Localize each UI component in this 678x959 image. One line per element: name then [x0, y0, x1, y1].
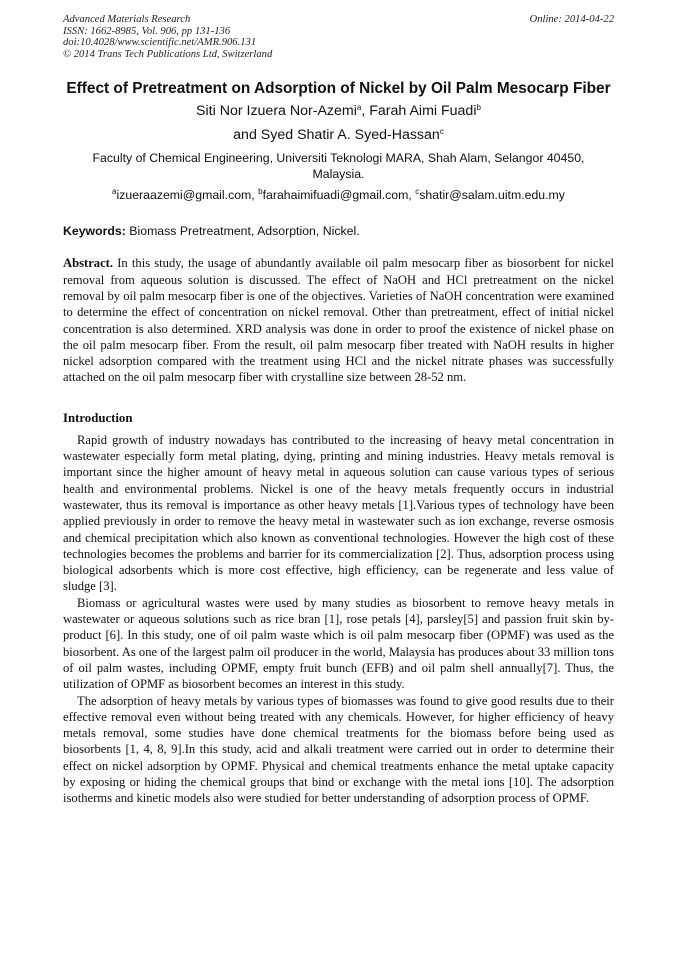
- copyright-line: © 2014 Trans Tech Publications Ltd, Switzerland: [63, 48, 273, 60]
- introduction-body: [63, 432, 614, 807]
- author-name: Siti Nor Izuera Nor-Azemi: [196, 103, 357, 120]
- paragraph: The adsorption of heavy metals by various types of biomasses was found to give good results due to their effective removal even without being treated with any chemicals. However, for higher efficiency of heavy metals removal, some studies have done chemical treatments for the biomass before being used as biosorbents [1, 4, 8, 9].In this study, acid and alkali treatment were carried out in order to determine their effect on nickel adsorption by OPMF. Physical and chemical treatments enhance the metal uptake capacity by exposing or hiding the chemical groups that bind or exchange with the metal ions [10]. The adsorption isotherms and kinetic models also were studied for better understanding of adsorption process of OPMF.: [63, 693, 614, 806]
- keywords: [63, 223, 614, 239]
- author-affil-marker: b: [476, 103, 481, 113]
- email-separator: ,: [408, 188, 416, 203]
- author-name: Farah Aimi Fuadi: [369, 103, 477, 120]
- authors-line-2: [63, 123, 614, 147]
- email-marker: c: [415, 187, 420, 197]
- section-heading-introduction: Introduction: [63, 410, 133, 425]
- author-name: Syed Shatir A. Syed-Hassan: [260, 127, 440, 144]
- authors-line-1: [63, 99, 614, 123]
- abstract: [63, 255, 614, 385]
- email-marker: b: [258, 187, 263, 197]
- issn-line: ISSN: 1662-8985, Vol. 906, pp 131-136: [63, 25, 231, 37]
- email-separator: ,: [251, 188, 259, 203]
- author-affil-marker: a: [356, 103, 362, 113]
- author-separator: ,: [361, 103, 370, 120]
- affiliation: Faculty of Chemical Engineering, Universiti Teknologi MARA, Shah Alam, Selangor 40450, Malaysia.: [92, 151, 585, 182]
- paper-page: [63, 14, 614, 807]
- author-affil-marker: c: [439, 127, 444, 137]
- paragraph: Rapid growth of industry nowadays has contributed to the increasing of heavy metal concentration in wastewater especially form metal plating, dying, printing and mining industries. Heavy metals removal is important since the higher amount of heavy metal in aqueous solution can cause various types of serious health and environmental problems. Nickel is one of the heavy metals frequently occurs in industrial wastewater, thus its removal is importance as other heavy metals [1].Various types of technology have been applied previously in order to remove the heavy metal in wastewater such as ion exchange, reverse osmosis and chemical precipitation which also known as conventional technologies. However the high cost of these technologies becomes the problems and barrier for its commercialization [2]. Thus, adsorption process using biological adsorbents which is more cost effective, high efficiency, can be regenerate and less value of sludge [3].: [63, 432, 614, 594]
- email-link[interactable]: shatir@salam.uitm.edu.my: [419, 188, 565, 203]
- email-marker: a: [112, 187, 117, 197]
- abstract-label: Abstract.: [63, 256, 114, 271]
- doi-line: doi:10.4028/www.scientific.net/AMR.906.131: [63, 37, 257, 49]
- author-list: [63, 99, 614, 147]
- keywords-label: Keywords:: [63, 224, 126, 239]
- email-link[interactable]: farahaimifuadi@gmail.com: [262, 188, 409, 203]
- author-conjunction: and: [233, 127, 261, 144]
- journal-name: Advanced Materials Research: [63, 14, 191, 25]
- paper-title: Effect of Pretreatment on Adsorption of Nickel by Oil Palm Mesocarp Fiber: [66, 80, 611, 98]
- online-date: Online: 2014-04-22: [529, 14, 614, 25]
- keywords-text: Biomass Pretreatment, Adsorption, Nickel.: [125, 224, 360, 239]
- paragraph: Biomass or agricultural wastes were used by many studies as biosorbent to remove heavy metals in wastewater or aqueous solutions such as rice bran [1], rose petals [4], parsley[5] and passion fruit skin by-product [6]. In this study, one of oil palm waste which is oil palm mesocarp fiber (OPMF) was used as the biosorbent. As one of the largest palm oil producer in the world, Malaysia has produces about 33 million tons of oil palm wastes, including OPMF, empty fruit bunch (EFB) and oil palm shell annually[7]. Thus, the utilization of OPMF as biosorbent becomes an interest in this study.: [63, 595, 614, 692]
- email-link[interactable]: izueraazemi@gmail.com: [116, 188, 252, 203]
- journal-header: [63, 14, 614, 60]
- author-emails: [63, 187, 614, 203]
- abstract-text: In this study, the usage of abundantly available oil palm mesocarp fiber as biosorbent for nickel removal from aqueous solution is discussed. The effect of NaOH and HCl pretreatment on the nickel removal by oil palm mesocarp fiber is one of the objectives. Varieties of NaOH concentration were examined to determine the effect of concentration on nickel removal. Other than pretreatment, effect of initial nickel concentration is also determined. XRD analysis was done in order to proof the existence of nickel phase on the oil palm mesocarp fiber. From the result, oil palm mesocarp fiber treated with NaOH results in higher nickel adsorption compared with the treatment using HCl and the nickel nitrate phases was successfully attached on the oil palm mesocarp fiber with crystalline size between 28-52 nm.: [63, 256, 614, 385]
